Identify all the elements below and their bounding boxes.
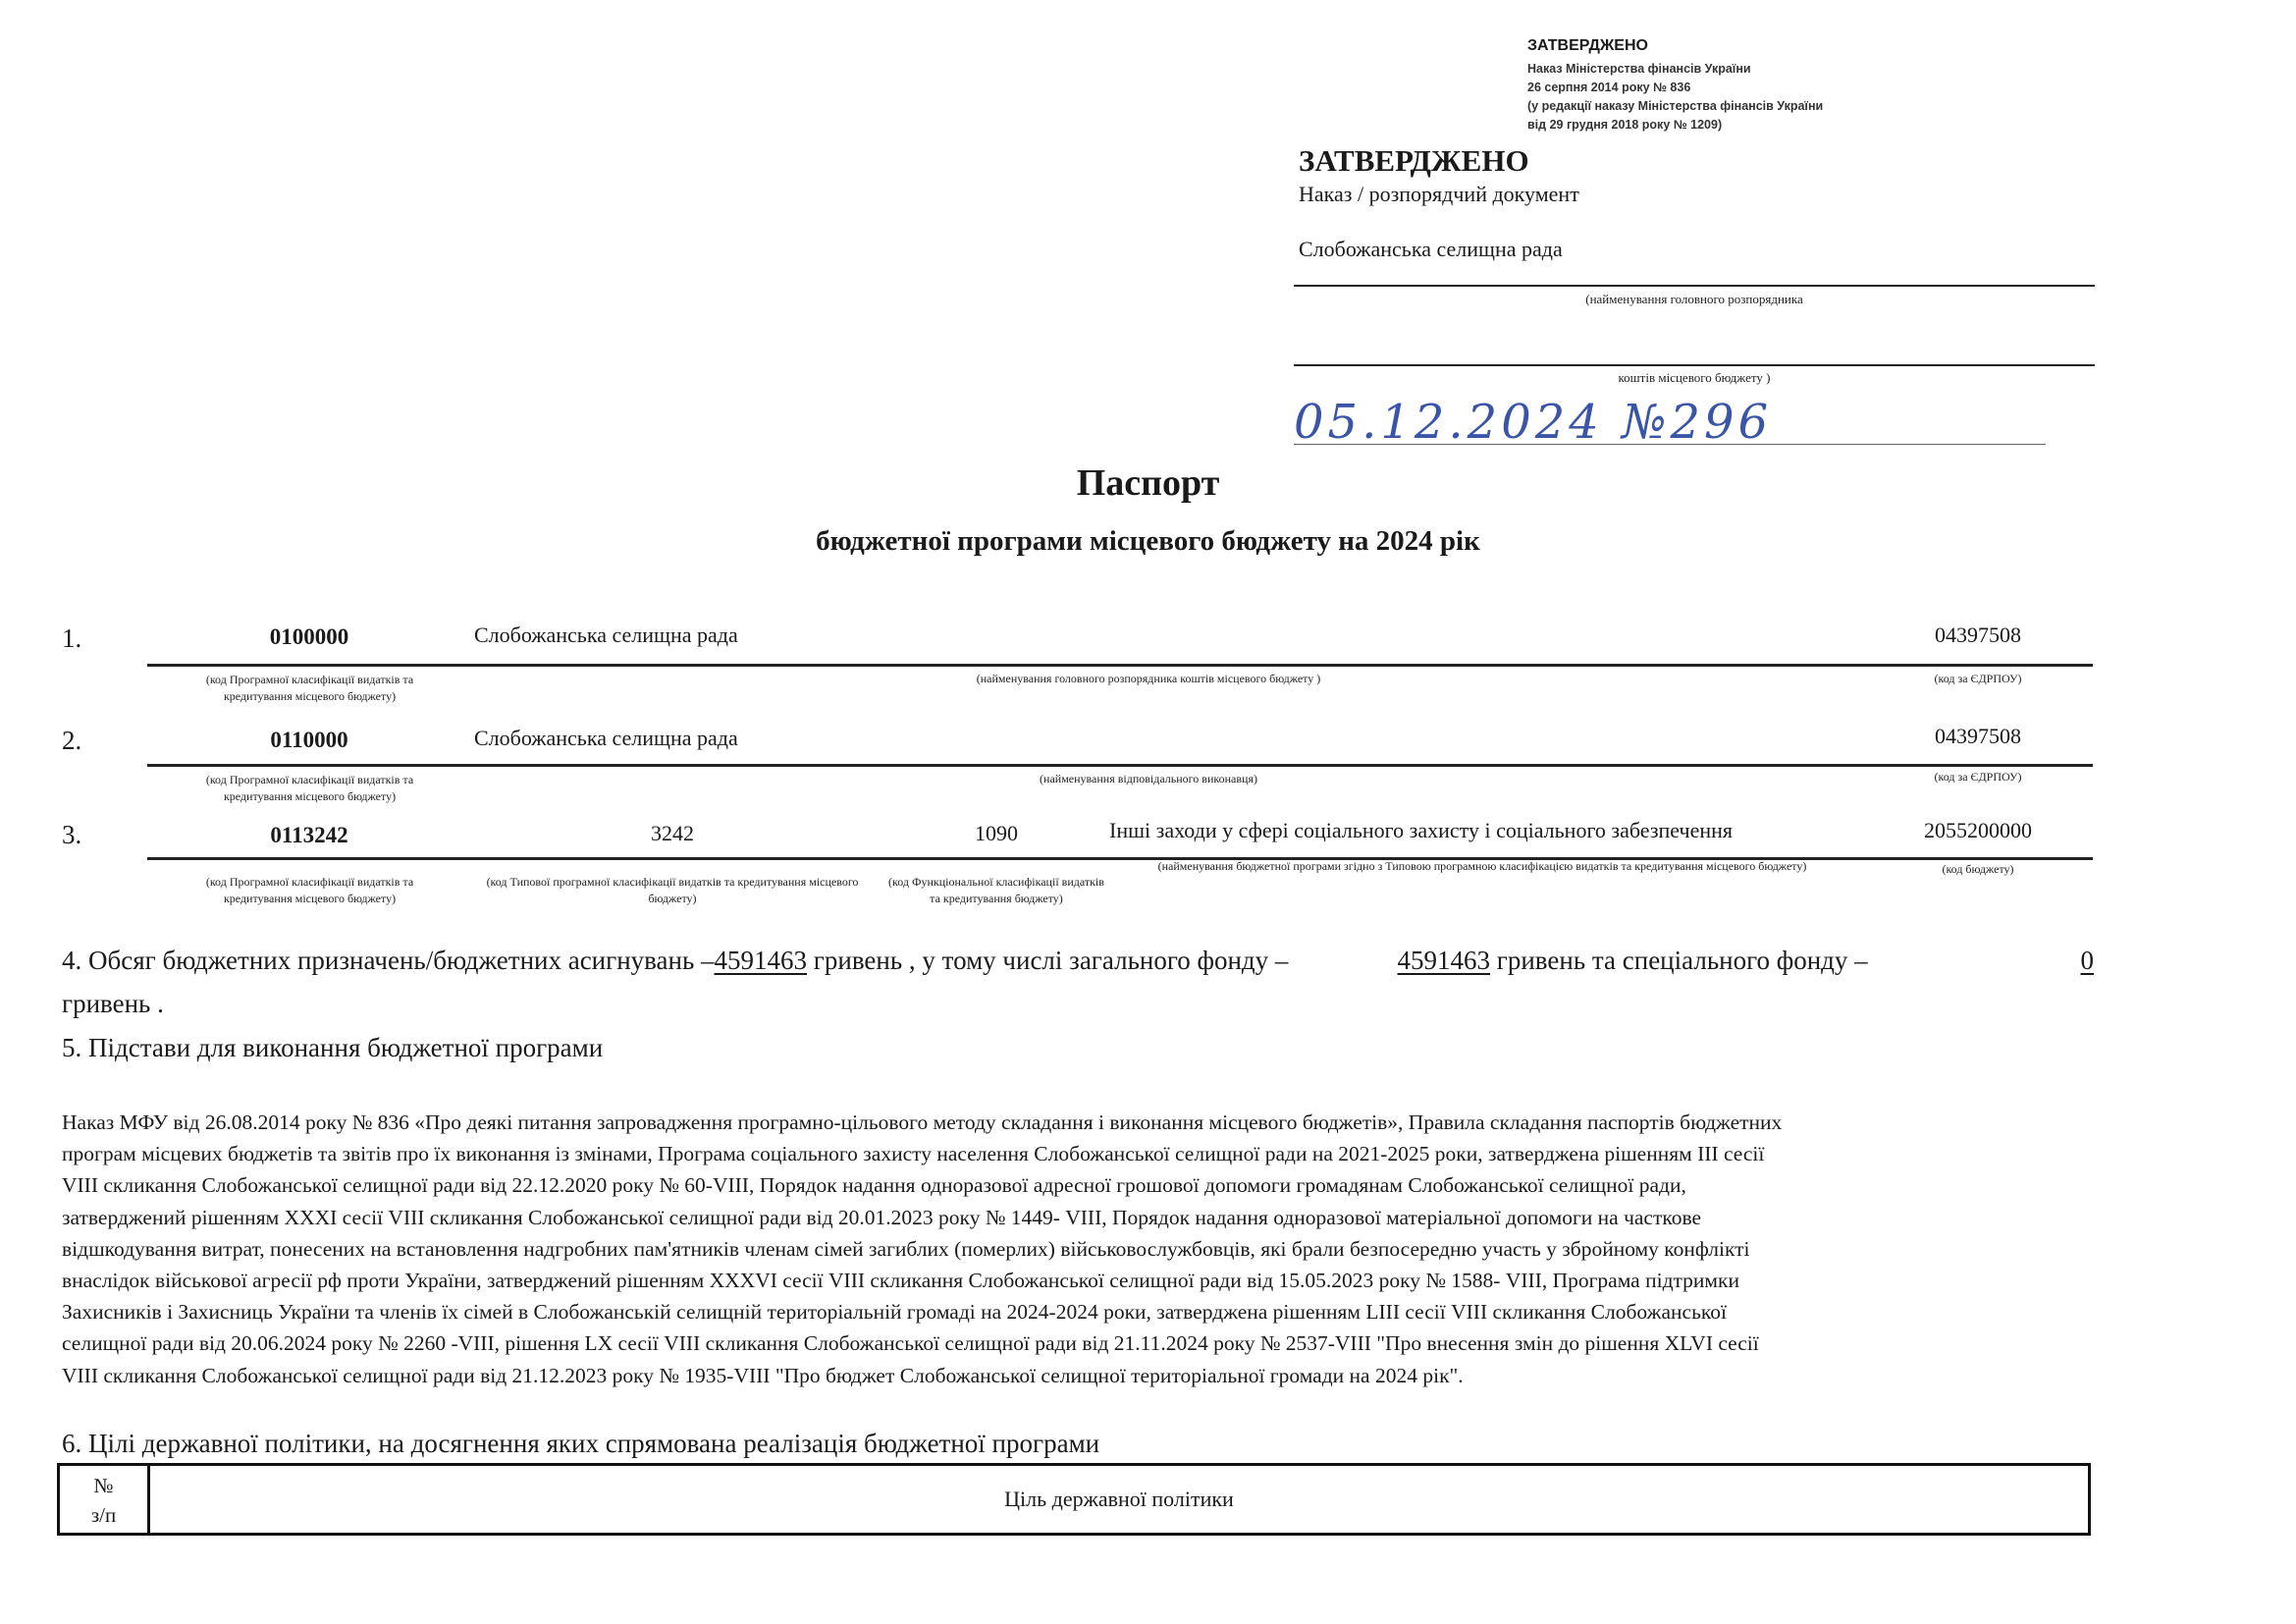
- budget-program-name: Інші заходи у сфері соціального захисту і соціального забезпечення: [1109, 818, 1734, 842]
- handwritten-underline: [1294, 444, 2046, 445]
- table-header-number: [60, 1466, 150, 1533]
- caption-program-code: (код Програмної класифікації видатків та кредитування місцевого бюджету): [205, 875, 414, 905]
- approval-doc-type: Наказ / розпорядчий документ: [1299, 182, 1579, 206]
- approval-title: ЗАТВЕРДЖЕНО: [1299, 143, 1529, 178]
- row-number: 2.: [62, 726, 82, 755]
- caption-manager-name: (найменування головного розпорядника коштів місцевого бюджету ): [976, 672, 1321, 685]
- caption-edrpou: (код за ЄДРПОУ): [1934, 672, 2022, 685]
- section-5-line: Наказ МФУ від 26.08.2014 року № 836 «Про деякі питання запровадження програмно-цільового методу складання і виконання місцевого бюджетів», Правила складання паспортів бюджетних: [62, 1110, 1783, 1134]
- section-5-line: програм місцевих бюджетів та звітів про їх виконання із змінами, Програма соціального захисту населення Слобожанської селищної ради на 2021-2025 роки, затверджена рішенням III сесії: [62, 1142, 1765, 1166]
- amount-total: 4591463: [714, 946, 808, 975]
- amount-special-fund: 0: [2080, 946, 2095, 975]
- section-5-line: селищної ради від 20.06.2024 року № 2260 -VIII, рішення LX сесії VIII скликання Слобожанської селищної ради від 21.11.2024 року № 2537-VIII "Про внесення змін до рішення XLVI сесії: [62, 1331, 1759, 1356]
- executor-name: Слобожанська селищна рада: [474, 726, 738, 750]
- caption-budget-code: (код бюджету): [1942, 862, 2014, 876]
- section-5-line: Захисників і Захисниць України та членів їх сімей в Слобожанській селищній територіальній громаді на 2024-2024 роки, затверджена рішенням LIII сесії VIII скликання Слобожанської: [62, 1300, 1727, 1325]
- approval-top-line: Наказ Міністерства фінансів України: [1527, 62, 1751, 76]
- typical-program-code: 3242: [651, 821, 694, 845]
- program-code: 0100000: [269, 624, 349, 649]
- approval-top-title: ЗАТВЕРДЖЕНО: [1527, 37, 1648, 54]
- document-subtitle: бюджетної програми місцевого бюджету на 2024 рік: [816, 525, 1480, 557]
- approval-caption-underline: [1294, 364, 2095, 366]
- section-5-line: VIII скликання Слобожанської селищної ради від 22.12.2020 року № 60-VIII, Порядок надання одноразової адресної грошової допомоги громадянам Слобожанської селищної ради,: [62, 1173, 1686, 1198]
- section-5-body: [62, 1107, 2094, 1391]
- amount-general-fund: 4591463: [1397, 946, 1491, 975]
- section-4-budget-amount: [62, 939, 2094, 1025]
- section-4-line: [62, 939, 2094, 982]
- section-4-text: гривень , у тому числі загального фонду –: [807, 946, 1296, 975]
- approval-org-underline: [1294, 285, 2095, 287]
- edrpou-code: 04397508: [1935, 724, 2021, 748]
- caption-typical-code: (код Типової програмної класифікації видатків та кредитування місцевого бюджету): [486, 875, 859, 905]
- approval-top-line: від 29 грудня 2018 року № 1209): [1527, 118, 1723, 132]
- program-manager-name: Слобожанська селищна рада: [474, 623, 738, 647]
- section-5-heading: 5. Підстави для виконання бюджетної програми: [62, 1033, 604, 1062]
- section-4-text: гривень та спеціального фонду –: [1490, 946, 1875, 975]
- functional-code: 1090: [975, 821, 1018, 845]
- budget-code: 2055200000: [1924, 818, 2032, 842]
- caption-program-name: (найменування бюджетної програми згідно з Типовою програмною класифікацією видатків та кредитування місцевого бюджету): [1157, 859, 1807, 873]
- caption-executor-name: (найменування відповідального виконавця): [1040, 772, 1257, 785]
- approval-top-line: (у редакції наказу Міністерства фінансів України: [1527, 99, 1824, 113]
- handwritten-date-number: 05.12.2024 №296: [1294, 395, 1773, 450]
- caption-program-code: (код Програмної класифікації видатків та кредитування місцевого бюджету): [205, 773, 414, 803]
- section-6-heading: 6. Цілі державної політики, на досягнення яких спрямована реалізація бюджетної програми: [62, 1429, 1100, 1458]
- approval-org: Слобожанська селищна рада: [1299, 237, 1563, 261]
- policy-goals-table: [57, 1463, 2091, 1536]
- edrpou-code: 04397508: [1935, 623, 2021, 647]
- row-number: 3.: [62, 820, 82, 849]
- section-4-text: 4. Обсяг бюджетних призначень/бюджетних асигнувань –: [62, 946, 715, 975]
- row-number: 1.: [62, 623, 82, 653]
- program-code: 0110000: [270, 728, 348, 752]
- program-code: 0113242: [270, 823, 348, 847]
- caption-functional-code: (код Функціональної класифікації видатків та кредитування бюджету): [888, 875, 1104, 905]
- row-underline: [147, 664, 2093, 667]
- approval-caption: (найменування головного розпорядника: [1585, 292, 1803, 306]
- section-5-line: затверджений рішенням XXXI сесії VIII скликання Слобожанської селищної ради від 20.01.2023 року № 1449- VIII, Порядок надання одноразової матеріальної допомоги на часткове: [62, 1205, 1702, 1229]
- section-5-line: VIII скликання Слобожанської селищної ради від 21.12.2023 року № 1935-VIII "Про бюджет Слобожанської селищної територіальної громади на 2024 рік".: [62, 1363, 1464, 1387]
- table-header-goal: Ціль державної політики: [1004, 1487, 1234, 1511]
- table-header-number-line: з/п: [90, 1503, 117, 1527]
- caption-edrpou: (код за ЄДРПОУ): [1934, 770, 2022, 784]
- approval-caption: коштів місцевого бюджету ): [1618, 370, 1771, 385]
- table-header-number-line: №: [93, 1474, 114, 1497]
- approval-top-details: [1527, 60, 1823, 135]
- caption-program-code: (код Програмної класифікації видатків та кредитування місцевого бюджету): [205, 673, 414, 703]
- approval-top-line: 26 серпня 2014 року № 836: [1527, 81, 1691, 94]
- section-4-text: гривень .: [62, 989, 164, 1018]
- section-5-line: відшкодування витрат, понесених на встановлення надгробних пам'ятників членам сімей загиблих (померлих) військовослужбовців, які брали безпосередню участь у збройному конфлікті: [62, 1236, 1750, 1261]
- section-5-line: внаслідок військової агресії рф проти України, затверджений рішенням XXXVI сесії VIII скликання Слобожанської селищної ради від 15.05.2023 року № 1588- VIII, Програма підтримки: [62, 1269, 1739, 1293]
- document-title: Паспорт: [1076, 462, 1220, 504]
- row-underline: [147, 764, 2093, 767]
